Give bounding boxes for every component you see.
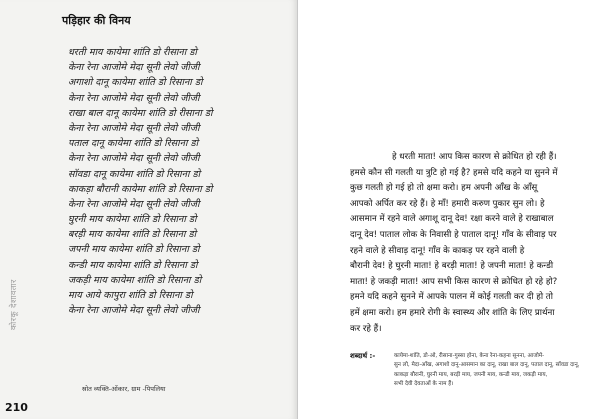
glossary-line: काकड़ा बौरानी, घुरनी माय, बरड़ी माय, जपनी माय, कन्डी माय, जकड़ी माय, bbox=[394, 371, 548, 378]
paragraph-line: आसमान में रहने वाले अगाशू दानू देव! रक्षा करने वाले हे राखाबाल bbox=[350, 214, 554, 225]
poem-line: केना रेना आजोमे मेदा सूनी लेवो जीजी bbox=[68, 305, 200, 317]
poem-line: राखा बाल दानू कायेमा शांति डो रीसाना डो bbox=[68, 107, 213, 119]
paragraph-line: आपको अर्पित कर रहे हैं। हे माँ! हमारी करुण पुकार सुन लो। हे bbox=[350, 198, 545, 209]
book-title-spine: कोरकू देशावतार bbox=[9, 279, 18, 330]
glossary-line: सभी देवी देवताओं के नाम हैं। bbox=[394, 381, 454, 388]
poem-line: केना रेना आजोमे मेदा सूनी लेवो जीजी bbox=[68, 122, 200, 134]
poem-line: केना रेना आजोमे मेदा सूनी लेवो जीजी bbox=[68, 198, 200, 210]
paragraph-line: माता! हे जकड़ी माता! आप सभी किस कारण से क्रोधित हो रहे हो? bbox=[350, 276, 558, 287]
poem-line: जकड़ी माय कायेमा शांति डो रिसाना डो bbox=[68, 274, 202, 286]
translation-paragraph bbox=[350, 150, 590, 337]
glossary-block bbox=[350, 352, 595, 390]
right-page bbox=[298, 0, 600, 419]
poem-block bbox=[68, 45, 268, 318]
poem-line: पताल दानू कायेमा शांति डो रिसाना डो bbox=[68, 138, 199, 150]
poem-line: धरती माय कायेमा शांति डो रीसाना डो bbox=[68, 47, 197, 58]
poem-line: कन्डी माय कायेमा शांति डो रिसाना डो bbox=[68, 259, 198, 271]
page-number: 210 bbox=[5, 401, 28, 414]
poem-line: काकड़ा बौरानी कायेमा शांति डो रिसाना डो bbox=[68, 183, 213, 195]
paragraph-line: बौरानी देव! हे घुरनी माता! हे बरड़ी माता! हे जपनी माता! हे कन्डी bbox=[350, 261, 554, 272]
paragraph-line: दानू देव! पाताल लोक के निवासी हे पाताल दानू! गाँव के सीवाड़ पर bbox=[350, 229, 557, 240]
paragraph-line: हे धरती माता! आप किस कारण से क्रोधित हो रही हैं। bbox=[392, 152, 557, 162]
poem-line: सॉवडा दानू कायेमा शांति डो रिसाना डो bbox=[68, 168, 201, 180]
poem-line: केना रेना आजोमे मेदा सूनी लेवो जीजी bbox=[68, 92, 200, 104]
source-credit: स्रोत व्यक्ति-ओंकार, ग्राम -पिपलिया bbox=[82, 385, 166, 393]
poem-line: केना रेना आजोमे मेदा सूनी लेवो जीजी bbox=[68, 153, 200, 165]
paragraph-line: कर रहे हैं। bbox=[350, 323, 382, 334]
poem-line: जपनी माय कायेमा शांति डो रिसाना डो bbox=[68, 244, 200, 256]
glossary-text bbox=[394, 352, 595, 390]
poem-line: घुरनी माय कायेमा शांति डो रिसाना डो bbox=[68, 214, 197, 226]
poem-line: केना रेना आजोमे मेदा सूनी लेवो जीजी bbox=[68, 62, 200, 74]
paragraph-line: हमें क्षमा करो। हम हमारे रोगी के स्वास्थ्य और शांति के लिए प्रार्थना bbox=[350, 307, 555, 318]
glossary-line: कायेमा-शांति, डो-ओ, रीसाना-गुस्सा होना, केना रेना-कहना सुनना, आजोमे- bbox=[394, 353, 545, 359]
poem-line: माय आये कापुरा शांति डो रिसाना डो bbox=[68, 290, 193, 301]
paragraph-line: रहने वाले हे सीवाड़ दानू! गाँव के काकड़ पर रहने वाली हे bbox=[350, 245, 525, 256]
left-page bbox=[0, 0, 298, 419]
poem-line: अगाशो दानू कायेमा शांति डो रिसाना डो bbox=[68, 77, 203, 89]
paragraph-line: हमने यदि कहने सुनने में आपके पालन में कोई गलती कर दी हो तो bbox=[350, 292, 553, 303]
paragraph-line: कुछ गलती हो गई हो तो क्षमा करो। हम अपनी आँख के आँसू bbox=[350, 183, 538, 194]
glossary-label: शब्दार्थ :- bbox=[350, 352, 376, 360]
paragraph-line: हमसे कौन सी गलती या त्रुटि हो गई है? हमसे यदि कहने या सुनने में bbox=[350, 167, 558, 178]
poem-title: पड़िहार की विनय bbox=[62, 14, 131, 27]
poem-line: बरड़ी माय कायेमा शांति डो रिसाना डो bbox=[68, 229, 197, 241]
glossary-line: सुन लो, मेदा-आँख, अगाशो दानू-आसमान का दानू, राखा बाल दानू, पताल दानू, सॉवडा दानू, bbox=[394, 362, 580, 369]
